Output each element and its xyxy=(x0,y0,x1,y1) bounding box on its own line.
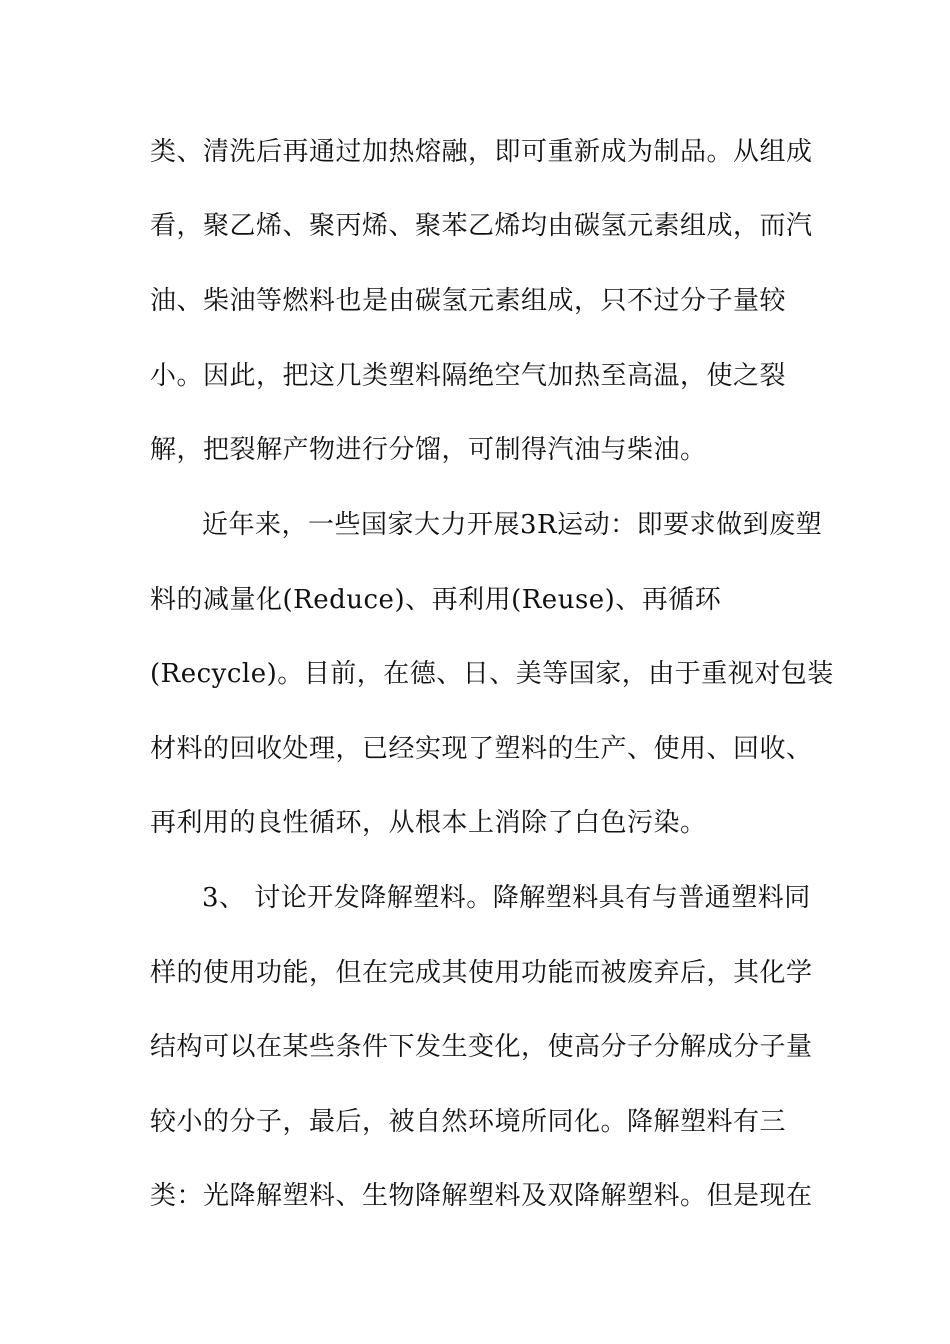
paragraph-line: 再利用的良性循环，从根本上消除了白色污染。 xyxy=(150,808,707,838)
paragraph-line: 样的使用功能，但在完成其使用功能而被废弃后，其化学 xyxy=(150,958,813,988)
paragraph-line: 材料的回收处理，已经实现了塑料的生产、使用、回收、 xyxy=(150,734,813,764)
paragraph-line: 油、柴油等燃料也是由碳氢元素组成，只不过分子量较 xyxy=(150,286,787,316)
paragraph-line: 类：光降解塑料、生物降解塑料及双降解塑料。但是现在 xyxy=(150,1181,813,1211)
paragraph-line: 近年来，一些国家大力开展3R运动：即要求做到废塑 xyxy=(202,510,823,540)
paragraph-line: 结构可以在某些条件下发生变化，使高分子分解成分子量 xyxy=(150,1032,813,1062)
paragraph-line: 料的减量化(Reduce)、再利用(Reuse)、再循环 xyxy=(150,585,722,615)
paragraph-line: 较小的分子，最后，被自然环境所同化。降解塑料有三 xyxy=(150,1107,787,1137)
section-heading-line: 3、 讨论开发降解塑料。降解塑料具有与普通塑料同 xyxy=(202,883,811,913)
paragraph-line: 类、清洗后再通过加热熔融，即可重新成为制品。从组成 xyxy=(150,137,813,167)
paragraph-line: 小。因此，把这几类塑料隔绝空气加热至高温，使之裂 xyxy=(150,361,787,391)
paragraph-line: (Recycle)。目前，在德、日、美等国家，由于重视对包装 xyxy=(150,659,834,689)
paragraph-line: 看，聚乙烯、聚丙烯、聚苯乙烯均由碳氢元素组成，而汽 xyxy=(150,211,813,241)
paragraph-line: 解，把裂解产物进行分馏，可制得汽油与柴油。 xyxy=(150,435,707,465)
